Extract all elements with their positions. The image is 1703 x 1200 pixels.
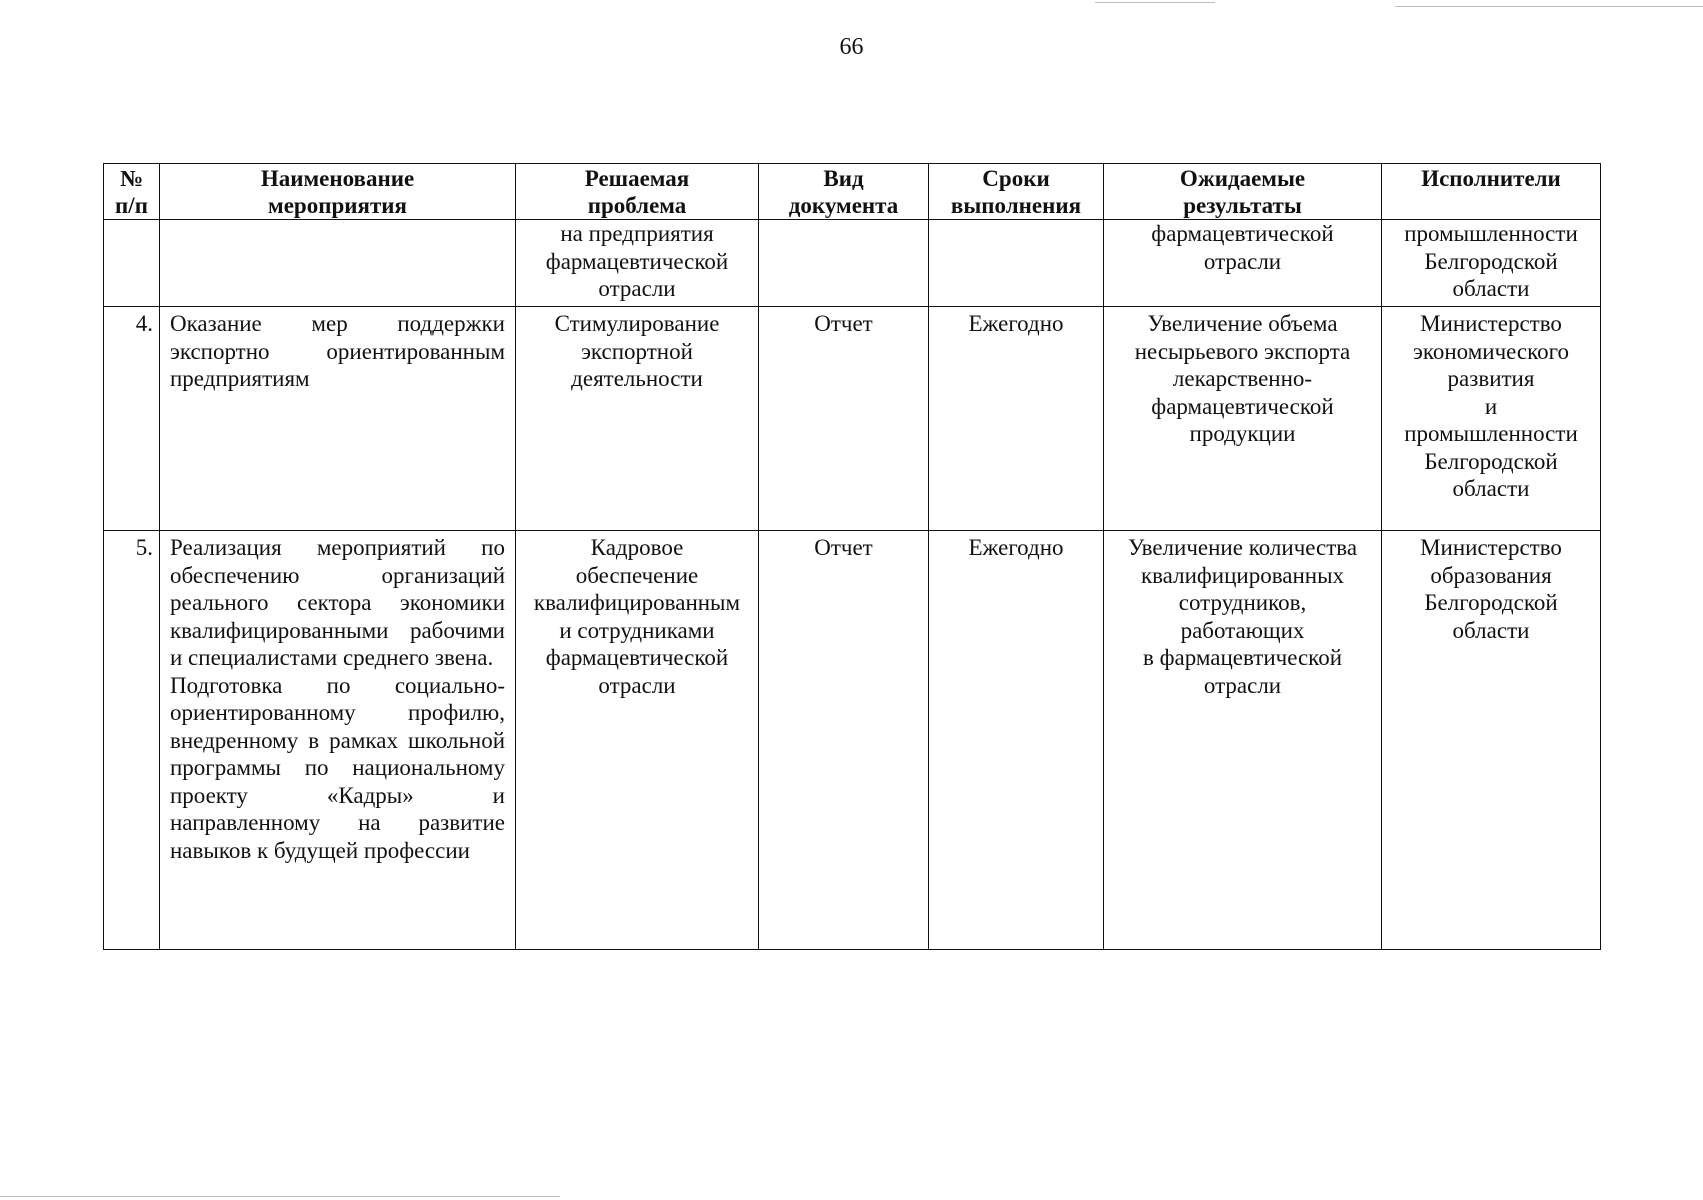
measures-table xyxy=(103,163,1601,950)
cell-doc-type xyxy=(759,220,929,307)
scan-artifact-line xyxy=(1395,6,1703,7)
cell-terms xyxy=(929,220,1104,307)
cell-doc-type: Отчет xyxy=(759,531,929,950)
table-row xyxy=(104,220,1601,307)
cell-results: Увеличение объема несырьевого экспорта лекарственно- фармацевтической продукции xyxy=(1104,307,1382,531)
page-number: 66 xyxy=(839,34,864,60)
header-problem: Решаемая проблема xyxy=(516,164,759,220)
header-name: Наименование мероприятия xyxy=(160,164,516,220)
cell-name xyxy=(160,220,516,307)
cell-number: 5. xyxy=(104,531,160,950)
cell-name: Оказание мер поддержки экспортно ориентированным предприятиям xyxy=(160,307,516,531)
cell-results: Увеличение количества квалифицированных сотрудников, работающих в фармацевтической отрасли xyxy=(1104,531,1382,950)
table-header-row xyxy=(104,164,1601,220)
header-executors: Исполнители xyxy=(1382,164,1601,220)
cell-number: 4. xyxy=(104,307,160,531)
cell-terms: Ежегодно xyxy=(929,307,1104,531)
cell-problem: на предприятия фармацевтической отрасли xyxy=(516,220,759,307)
cell-executors: Министерство образования Белгородской области xyxy=(1382,531,1601,950)
cell-executors: Министерство экономического развития и промышленности Белгородской области xyxy=(1382,307,1601,531)
cell-results: фармацевтической отрасли xyxy=(1104,220,1382,307)
scan-artifact-line xyxy=(0,1196,560,1197)
cell-doc-type: Отчет xyxy=(759,307,929,531)
cell-problem: Кадровое обеспечение квалифицированным и сотрудниками фармацевтической отрасли xyxy=(516,531,759,950)
scan-artifact-line xyxy=(1095,2,1215,3)
cell-problem: Стимулирование экспортной деятельности xyxy=(516,307,759,531)
header-terms: Сроки выполнения xyxy=(929,164,1104,220)
cell-executors: промышленности Белгородской области xyxy=(1382,220,1601,307)
cell-terms: Ежегодно xyxy=(929,531,1104,950)
header-doc-type: Вид документа xyxy=(759,164,929,220)
header-results: Ожидаемые результаты xyxy=(1104,164,1382,220)
cell-name: Реализация мероприятий по обеспечению организаций реального сектора экономики квалифицированными рабочими и специалистами среднего звена. Подготовка по социально-ориентированному профилю, внедренному в рамках школьной программы по национальному проекту «Кадры» и направленному на развитие навыков к будущей профессии xyxy=(160,531,516,950)
table-row xyxy=(104,307,1601,531)
cell-number xyxy=(104,220,160,307)
table-row xyxy=(104,531,1601,950)
header-number: № п/п xyxy=(104,164,160,220)
